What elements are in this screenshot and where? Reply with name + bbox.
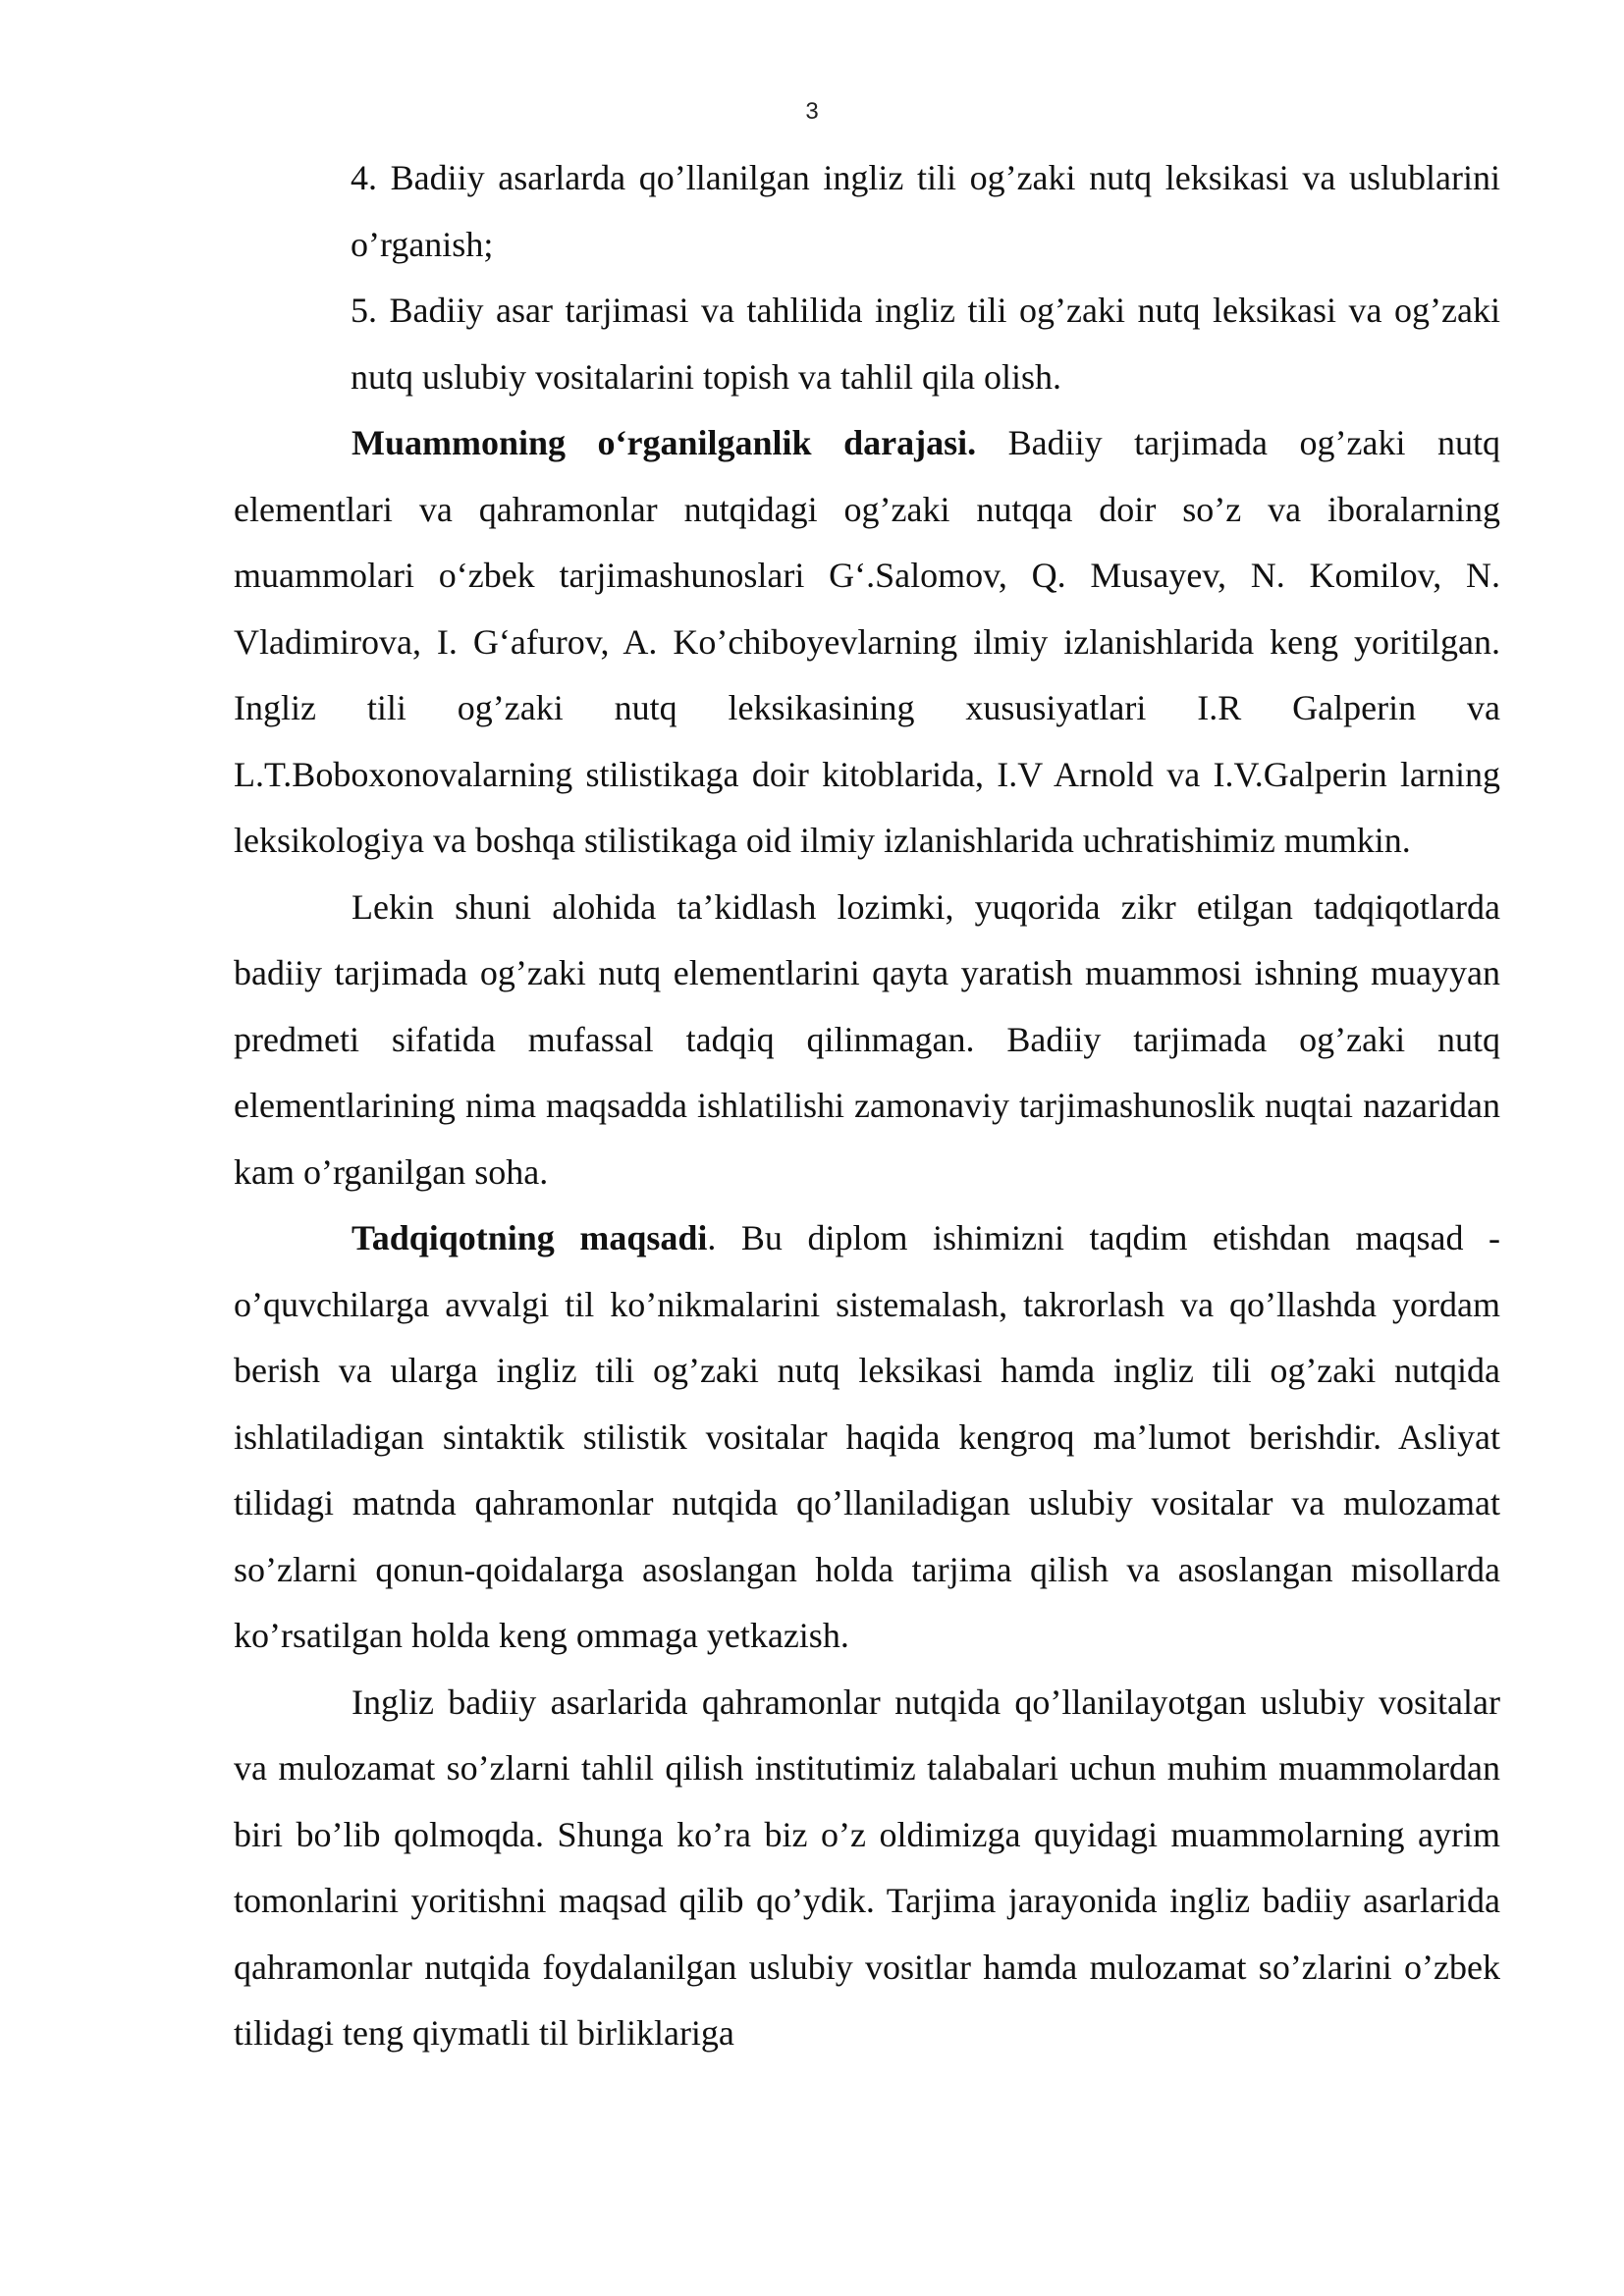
paragraph-however: Lekin shuni alohida ta’kidlash lozimki, yuqorida zikr etilgan tadqiqotlarda badiiy tarjimada og’zaki nutq elementlarini qayta yaratish muammosi ishning muayyan predmeti sifatida mufassal tadqiq qilinmagan. Badiiy tarjimada og’zaki nutq elementlarining nima maqsadda ishlatilishi zamonaviy tarjimashunoslik nuqtai nazaridan kam o’rganilgan soha. [234,886,1500,1192]
list-item-5: 5. Badiiy asar tarjimasi va tahlilida ingliz tili og’zaki nutq leksikasi va og’zaki nutq uslubiy vositalarini topish va tahlil qila olish. [351,291,1500,397]
heading-study-degree: Muammoning o‘rganilganlik darajasi. [352,423,977,462]
text-research-goal: . Bu diplom ishimizni taqdim etishdan maqsad - o’quvchilarga avvalgi til ko’nikmalarini sistemalash, takrorlash va qo’llashda yordam berish va ularga ingliz tili og’zaki nutq leksikasi hamda ingliz tili og’zaki nutqida ishlatiladigan sintaktik stilistik vositalar haqida kengroq ma’lumot berishdir. Asliyat tilidagi matnda qahramonlar nutqida qo’llaniladigan uslubiy vositalar va mulozamat so’zlarni qonun-qoidalarga asoslangan holda tarjima qilish va asoslangan misollarda ko’rsatilgan holda keng ommaga yetkazish. [234,1218,1500,1655]
paragraph-study-degree [234,410,1500,875]
document-body [234,145,1500,2067]
paragraph-research-goal [234,1205,1500,1670]
list-item-4: 4. Badiiy asarlarda qo’llanilgan ingliz tili og’zaki nutq leksikasi va uslublarini o’rganish; [351,158,1500,264]
paragraph-english-works: Ingliz badiiy asarlarida qahramonlar nutqida qo’llanilayotgan uslubiy vositalar va mulozamat so’zlarni tahlil qilish institutimiz talabalari uchun muhim muammolardan biri bo’lib qolmoqda. Shunga ko’ra biz o’z oldimizga quyidagi muammolarning ayrim tomonlarini yoritishni maqsad qilib qo’ydik. Tarjima jarayonida ingliz badiiy asarlarida qahramonlar nutqida foydalanilgan uslubiy vositlar hamda mulozamat so’zlarini o’zbek tilidagi teng qiymatli til birliklariga [234,1682,1500,2053]
heading-research-goal: Tadqiqotning maqsadi [352,1218,708,1257]
page-number: 3 [805,98,819,125]
text-study-degree: Badiiy tarjimada og’zaki nutq elementlari va qahramonlar nutqidagi og’zaki nutqqa doir so’z va iboralarning muammolari o‘zbek tarjimashunoslari G‘.Salomov, Q. Musayev, N. Komilov, N. Vladimirova, I. G‘afurov, A. Ko’chiboyevlarning ilmiy izlanishlarida keng yoritilgan. Ingliz tili og’zaki nutq leksikasining xususiyatlari I.R Galperin va L.T.Boboxonovalarning stilistikaga doir kitoblarida, I.V Arnold va I.V.Galperin larning leksikologiya va boshqa stilistikaga oid ilmiy izlanishlarida uchratishimiz mumkin. [234,423,1501,860]
